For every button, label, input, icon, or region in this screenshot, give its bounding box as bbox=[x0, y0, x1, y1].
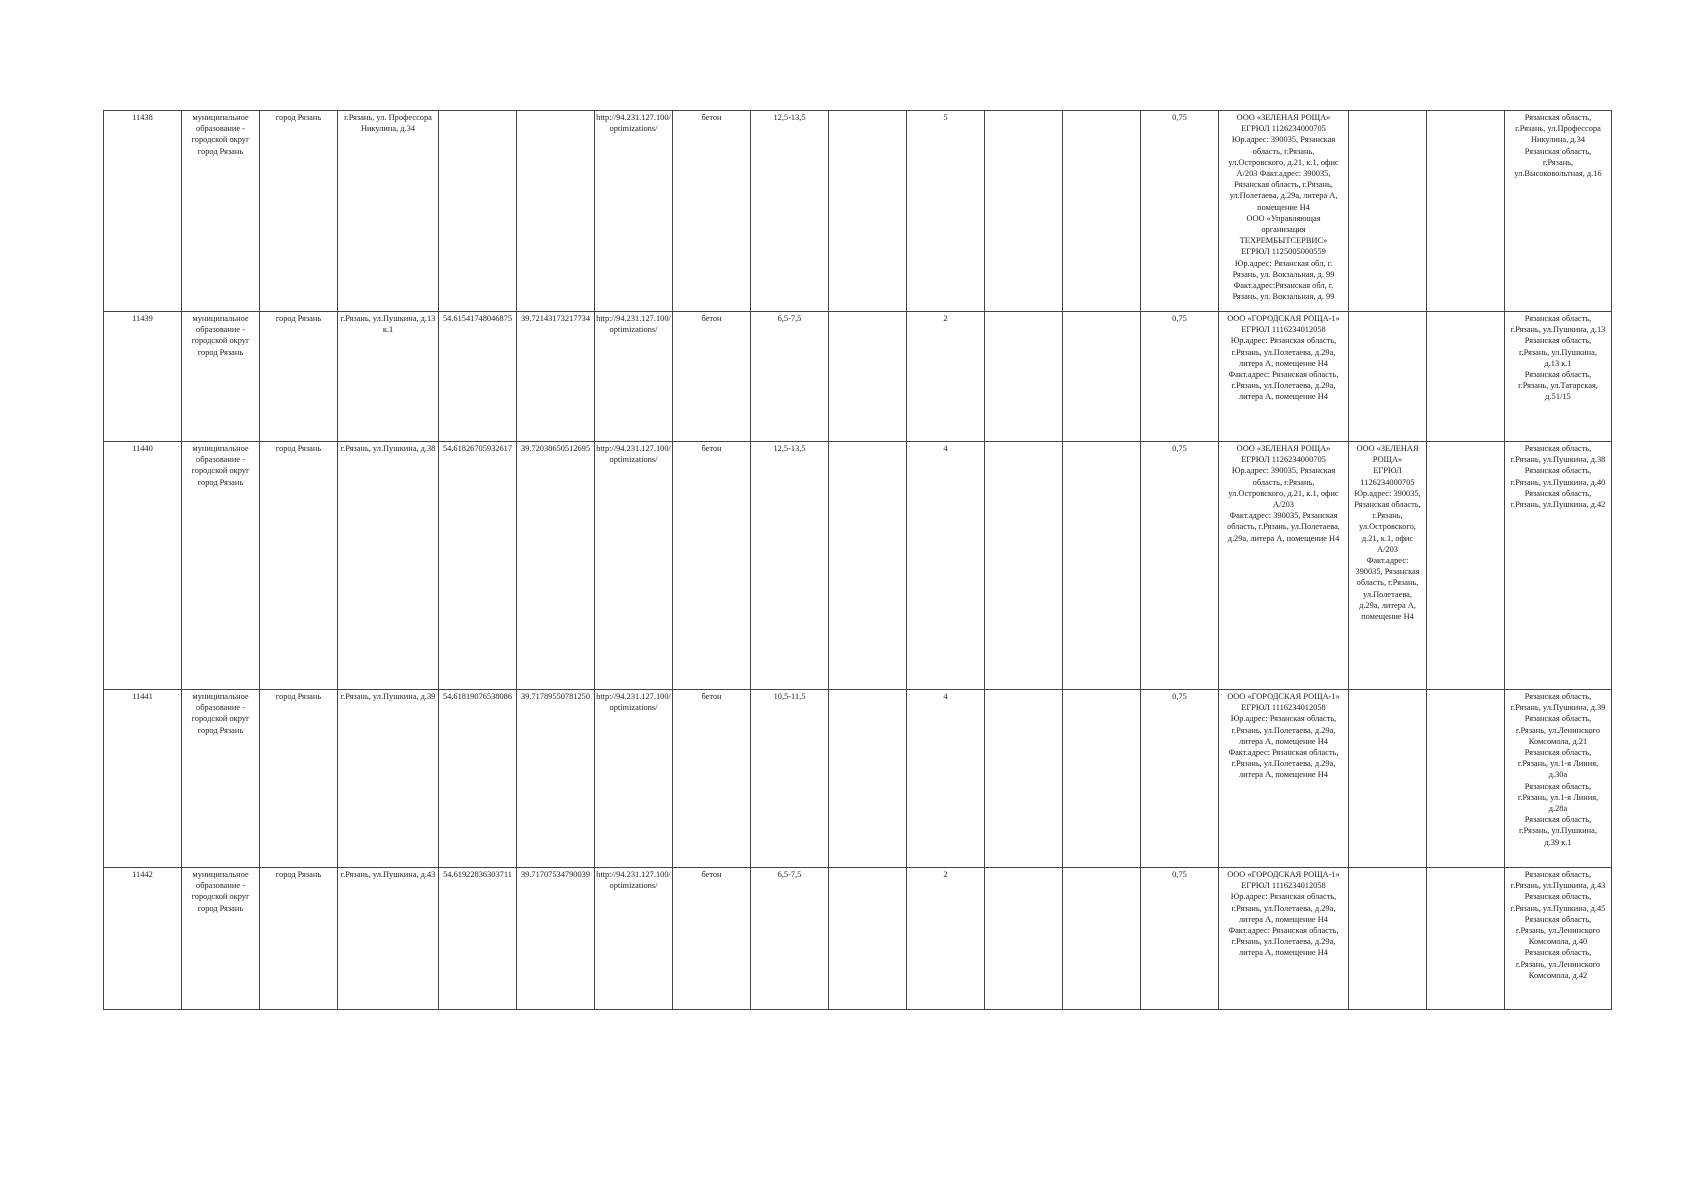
cell-col-a bbox=[829, 312, 907, 442]
cell-area: 12,5-13,5 bbox=[751, 442, 829, 690]
cell-locality: город Рязань bbox=[260, 690, 338, 868]
cell-address: г.Рязань, ул. Профессора Никулина, д.34 bbox=[338, 111, 439, 312]
cell-owner: ООО «ЗЕЛЕНАЯ РОЩА» ЕГРЮЛ 1126234000705 Юр.адрес: 390035, Рязанская область, г.Рязань, ул.Островского, д.21, к.1, офис А/203 Факт.адрес: 390035, Рязанская область, г.Рязань, ул.Полетаева, д.29а, литера А, помещение Н4 bbox=[1219, 442, 1349, 690]
cell-volume: 0,75 bbox=[1141, 312, 1219, 442]
cell-sources: Рязанская область, г.Рязань, ул.Пушкина, д.38 Рязанская область, г.Рязань, ул.Пушкина, д.40 Рязанская область, г.Рязань, ул.Пушкина, д.42 bbox=[1505, 442, 1612, 690]
cell-area: 6,5-7,5 bbox=[751, 312, 829, 442]
cell-volume: 0,75 bbox=[1141, 111, 1219, 312]
cell-surface: бетон bbox=[673, 111, 751, 312]
cell-col-b bbox=[985, 111, 1063, 312]
registry-table bbox=[103, 110, 1612, 1010]
cell-latitude: 54.61819076538086 bbox=[439, 690, 517, 868]
cell-col-a bbox=[829, 442, 907, 690]
table-row bbox=[104, 312, 1612, 442]
cell-operator bbox=[1349, 868, 1427, 1010]
cell-longitude bbox=[517, 111, 595, 312]
cell-surface: бетон bbox=[673, 442, 751, 690]
cell-longitude: 39.72143173217734 bbox=[517, 312, 595, 442]
cell-col-c bbox=[1063, 868, 1141, 1010]
cell-volume: 0,75 bbox=[1141, 442, 1219, 690]
cell-area: 6,5-7,5 bbox=[751, 868, 829, 1010]
cell-owner: ООО «ГОРОДСКАЯ РОЩА-1» ЕГРЮЛ 1116234012058 Юр.адрес: Рязанская область, г.Рязань, ул.Полетаева, д.29а, литера А, помещение Н4 Факт.адрес: Рязанская область, г.Рязань, ул.Полетаева, д.29а, литера А, помещение Н4 bbox=[1219, 868, 1349, 1010]
cell-municipality: муниципальное образование - городской округ город Рязань bbox=[182, 868, 260, 1010]
cell-id: 11442 bbox=[104, 868, 182, 1010]
cell-address: г.Рязань, ул.Пушкина, д.38 bbox=[338, 442, 439, 690]
cell-locality: город Рязань bbox=[260, 868, 338, 1010]
cell-owner: ООО «ГОРОДСКАЯ РОЩА-1» ЕГРЮЛ 1116234012058 Юр.адрес: Рязанская область, г.Рязань, ул.Полетаева, д.29а, литера А, помещение Н4 Факт.адрес: Рязанская область, г.Рязань, ул.Полетаева, д.29а, литера А, помещение Н4 bbox=[1219, 690, 1349, 868]
cell-longitude: 39.71789550781250 bbox=[517, 690, 595, 868]
cell-id: 11438 bbox=[104, 111, 182, 312]
cell-surface: бетон bbox=[673, 690, 751, 868]
cell-col-a bbox=[829, 690, 907, 868]
cell-id: 11440 bbox=[104, 442, 182, 690]
cell-latitude: 54.61922836303711 bbox=[439, 868, 517, 1010]
cell-col-c bbox=[1063, 312, 1141, 442]
cell-operator bbox=[1349, 111, 1427, 312]
cell-col-c bbox=[1063, 690, 1141, 868]
cell-surface: бетон bbox=[673, 868, 751, 1010]
cell-operator bbox=[1349, 312, 1427, 442]
table-row bbox=[104, 442, 1612, 690]
cell-col-b bbox=[985, 442, 1063, 690]
cell-longitude: 39.72038650512695 bbox=[517, 442, 595, 690]
cell-municipality: муниципальное образование - городской округ город Рязань bbox=[182, 111, 260, 312]
cell-surface: бетон bbox=[673, 312, 751, 442]
cell-municipality: муниципальное образование - городской округ город Рязань bbox=[182, 690, 260, 868]
cell-col-d bbox=[1427, 111, 1505, 312]
cell-sources: Рязанская область, г.Рязань, ул.Профессора Никулина, д.34 Рязанская область, г.Рязань, ул.Высоковольтная, д.16 bbox=[1505, 111, 1612, 312]
table-row bbox=[104, 690, 1612, 868]
cell-sources: Рязанская область, г.Рязань, ул.Пушкина, д.13 Рязанская область, г.Рязань, ул.Пушкина, д.13 к.1 Рязанская область, г.Рязань, ул.Татарская, д.51/15 bbox=[1505, 312, 1612, 442]
cell-latitude: 54.61541748046875 bbox=[439, 312, 517, 442]
cell-area: 12,5-13,5 bbox=[751, 111, 829, 312]
cell-containers: 2 bbox=[907, 868, 985, 1010]
cell-volume: 0,75 bbox=[1141, 868, 1219, 1010]
cell-col-d bbox=[1427, 442, 1505, 690]
cell-latitude: 54.61826705932617 bbox=[439, 442, 517, 690]
cell-map-url: http://94.231.127.100/optimizations/ bbox=[595, 312, 673, 442]
cell-col-c bbox=[1063, 111, 1141, 312]
cell-municipality: муниципальное образование - городской округ город Рязань bbox=[182, 442, 260, 690]
cell-map-url: http://94.231.127.100/optimizations/ bbox=[595, 868, 673, 1010]
cell-col-d bbox=[1427, 868, 1505, 1010]
cell-sources: Рязанская область, г.Рязань, ул.Пушкина, д.43 Рязанская область, г.Рязань, ул.Пушкина, д.45 Рязанская область, г.Рязань, ул.Ленинского Комсомола, д.40 Рязанская область, г.Рязань, ул.Ленинского Комсомола, д.42 bbox=[1505, 868, 1612, 1010]
cell-map-url: http://94.231.127.100/optimizations/ bbox=[595, 442, 673, 690]
cell-col-b bbox=[985, 690, 1063, 868]
cell-longitude: 39.71707534790039 bbox=[517, 868, 595, 1010]
cell-municipality: муниципальное образование - городской округ город Рязань bbox=[182, 312, 260, 442]
cell-containers: 4 bbox=[907, 690, 985, 868]
cell-col-b bbox=[985, 868, 1063, 1010]
cell-id: 11439 bbox=[104, 312, 182, 442]
cell-containers: 2 bbox=[907, 312, 985, 442]
cell-col-b bbox=[985, 312, 1063, 442]
cell-sources: Рязанская область, г.Рязань, ул.Пушкина, д.39 Рязанская область, г.Рязань, ул.Ленинского Комсомола, д.21 Рязанская область, г.Рязань, ул.1-я Линия, д.30а Рязанская область, г.Рязань, ул.1-я Линия, д.28а Рязанская область, г.Рязань, ул.Пушкина, д.39 к.1 bbox=[1505, 690, 1612, 868]
cell-address: г.Рязань, ул.Пушкина, д.39 bbox=[338, 690, 439, 868]
cell-col-a bbox=[829, 868, 907, 1010]
cell-locality: город Рязань bbox=[260, 111, 338, 312]
cell-id: 11441 bbox=[104, 690, 182, 868]
cell-address: г.Рязань, ул.Пушкина, д.13 к.1 bbox=[338, 312, 439, 442]
cell-map-url: http://94.231.127.100/optimizations/ bbox=[595, 111, 673, 312]
cell-col-d bbox=[1427, 690, 1505, 868]
table-row bbox=[104, 111, 1612, 312]
cell-latitude bbox=[439, 111, 517, 312]
cell-owner: ООО «ЗЕЛЕНАЯ РОЩА» ЕГРЮЛ 1126234000705 Юр.адрес: 390035, Рязанская область, г.Рязань, ул.Островского, д.21, к.1, офис А/203 Факт.адрес: 390035, Рязанская область, г.Рязань, ул.Полетаева, д.29а, литера А, помещение Н4 ООО «Управляющая организация ТЕХРЕМБЫТСЕРВИС» ЕГРЮЛ 1125005000559 Юр.адрес: Рязанская обл, г. Рязань, ул. Вокзальная, д. 99 Факт.адрес:Рязанская обл, г. Рязань, ул. Вокзальная, д. 99 bbox=[1219, 111, 1349, 312]
cell-area: 10,5-11,5 bbox=[751, 690, 829, 868]
cell-col-d bbox=[1427, 312, 1505, 442]
cell-col-c bbox=[1063, 442, 1141, 690]
cell-col-a bbox=[829, 111, 907, 312]
cell-address: г.Рязань, ул.Пушкина, д.43 bbox=[338, 868, 439, 1010]
cell-owner: ООО «ГОРОДСКАЯ РОЩА-1» ЕГРЮЛ 1116234012058 Юр.адрес: Рязанская область, г.Рязань, ул.Полетаева, д.29а, литера А, помещение Н4 Факт.адрес: Рязанская область, г.Рязань, ул.Полетаева, д.29а, литера А, помещение Н4 bbox=[1219, 312, 1349, 442]
cell-volume: 0,75 bbox=[1141, 690, 1219, 868]
table-row bbox=[104, 868, 1612, 1010]
cell-map-url: http://94.231.127.100/optimizations/ bbox=[595, 690, 673, 868]
cell-operator bbox=[1349, 690, 1427, 868]
cell-containers: 5 bbox=[907, 111, 985, 312]
cell-operator: ООО «ЗЕЛЕНАЯ РОЩА» ЕГРЮЛ 1126234000705 Юр.адрес: 390035, Рязанская область, г.Рязань, ул.Островского, д.21, к.1, офис А/203 Факт.адрес: 390035, Рязанская область, г.Рязань, ул.Полетаева, д.29а, литера А, помещение Н4 bbox=[1349, 442, 1427, 690]
cell-locality: город Рязань bbox=[260, 442, 338, 690]
cell-containers: 4 bbox=[907, 442, 985, 690]
cell-locality: город Рязань bbox=[260, 312, 338, 442]
